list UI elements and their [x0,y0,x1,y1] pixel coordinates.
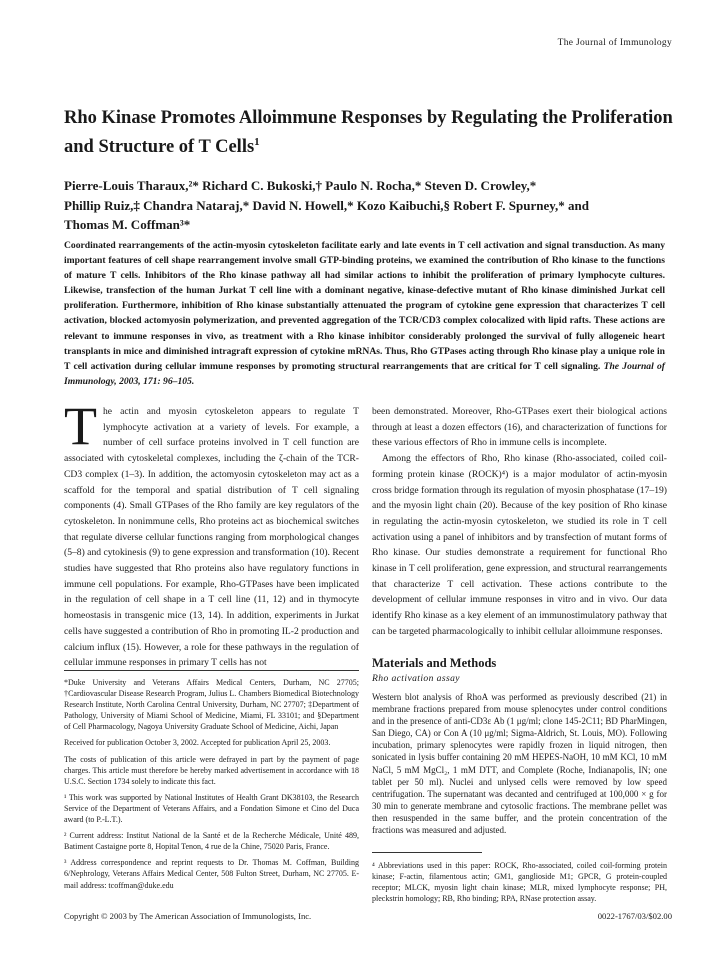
copyright-notice: Copyright © 2003 by The American Association of Immunologists, Inc. [64,911,312,921]
author-line-1: Pierre-Louis Tharaux,²* Richard C. Bukoski,† Paulo N. Rocha,* Steven D. Crowley,* [64,178,537,193]
footnote-2: ² Current address: Institut National de la Santé et de la Recherche Médicale, Unité 489, Batiment Castaigne porte 8, Hopital Tenon, 4 rue de la Chine, 75020 Paris, France. [64,831,359,852]
footnote-affiliations: *Duke University and Veterans Affairs Medical Centers, Durham, NC 27705; †Cardiovascular Disease Research Program, Julius L. Chambers Biomedical Biotechnology Research Institute, North Carolina Central University, Durham, NC 27707; ‡Department of Pathology, University of Miami School of Medicine, Miami, FL 33101; and §Department of Cell Pharmacology, Nagoya University Graduate School of Medicine, Aichi, Japan [64,678,359,732]
journal-code: 0022-1767/03/$02.00 [597,911,672,921]
footnote-received: Received for publication October 3, 2002. Accepted for publication April 25, 2003. [64,738,331,748]
title-footnote-marker: 1 [254,136,260,148]
footnote-divider-right [372,852,482,853]
intro-left-column [64,396,359,671]
abstract-citation: The Journal of Immunology, 2003, 171: 96–105. [64,360,665,387]
subsection-heading: Rho activation assay [372,673,460,684]
methods-text: Western blot analysis of RhoA was performed as previously described (21) in membrane fractions prepared from mouse splenocytes under control conditions and in the presence of anti-CD3ε Ab (1 μg/ml; clone 145-2C11; BD PharMingen, San Diego, CA) or Con A (10 μg/ml; Sigma-Aldrich, St. Louis, MO). Following incubation, primary splenocytes were rapidly frozen in liquid nitrogen, then sonicated in lysis buffer containing 20 mM HEPES-NaOH, 10 mM KCl, 10 mM NaCl, 5 mM MgCl₂, 1 mM DTT, and Complete (Roche, Indianapolis, IN; one tablet per 50 ml). Nuclei and unlysed cells were removed by low speed centrifugation. The supernatant was decanted and centrifuged at 100,000 × g for 30 min to generate membrane and cytosolic fractions. The membrane pellet was then resuspended in the same buffer, and the protein concentration of the fractions was measured and adjusted. [372,692,667,836]
author-line-3: Thomas M. Coffman³* [64,217,191,232]
abstract [64,238,665,389]
intro-paragraph-1: been demonstrated. Moreover, Rho-GTPases exert their biological actions through at least a dozen effectors (16), and characterization of functions for these various effectors of Rho in immune cells is incomplete. [372,406,667,449]
intro-left-text: he actin and myosin cytoskeleton appears to regulate T lymphocyte activation at a variety of levels. For example, a number of cell surface proteins involved in T cell function are associated with cytoskeletal complexes, including the ζ-chain of the TCR-CD3 complex (1–3). In addition, the actomyosin cytoskeleton may act as a scaffold for the temporal and spatial distribution of T cell signaling components (4). Small GTPases of the Rho family are key regulators of the cytoskeleton. In nonimmune cells, Rho proteins act as biochemical switches that regulate diverse cellular functions ranging from morphological changes (5–8) and cytokinesis (9) to gene expression and transformation (10). Recent studies have suggested that Rho proteins also have regulatory functions in immune cell populations. For example, Rho-GTPases have been implicated in the regulation of cell shape in a T cell line (11, 12) and in thymocyte homeostasis in transgenic mice (13, 14). In addition, experiments in Jurkat cells have suggested a contribution of Rho in promoting IL-2 production and calcium influx (15). However, a role for these pathways in the regulation of cellular immune responses in primary T cells has not [64,406,359,669]
journal-header: The Journal of Immunology [557,38,672,48]
footnote-divider-left [64,670,359,671]
article-title [64,106,684,159]
intro-right-column [372,404,667,640]
title-text: Rho Kinase Promotes Alloimmune Responses by Regulating the Proliferation and Structure of T Cells [64,108,673,158]
section-heading: Materials and Methods [372,656,497,670]
footnote-costs: The costs of publication of this article were defrayed in part by the payment of page charges. This article must therefore be hereby marked advertisement in accordance with 18 U.S.C. Section 1734 solely to indicate this fact. [64,754,359,786]
footnote-4: ⁴ Abbreviations used in this paper: ROCK, Rho-associated, coiled coil-forming protein kinase; F-actin, filamentous actin; GM1, ganglioside M1; GPCR, G protein-coupled receptor; MLCK, myosin light chain kinase; MLR, mixed lymphocyte response; PH, pleckstrin homology; RB, Rho binding; RPA, RNase protection assay. [372,861,667,904]
intro-paragraph-2: Among the effectors of Rho, Rho kinase (Rho-associated, coiled coil-forming protein kinase (ROCK)⁴) is a major modulator of actin-myosin cross bridge formation through its regulation of myosin phosphatase (17–19) and the myosin light chain (20). Because of the key position of Rho kinase in regulating the actin-myosin cytoskeleton, we studied its role in T cell activation using a panel of inhibitors and by transfection of mutant forms of Rho kinase. Our studies demonstrate a requirement for functional Rho kinase in T cell proliferation, gene expression, and structural rearrangements that characterize T cell activation. These actions contribute to the development of cellular immune responses in vitro and in vivo. Our data identify Rho kinase as a key element of an immunostimulatory pathway that can be targeted pharmacologically to inhibit cellular alloimmune responses. [372,453,667,637]
footnote-3: ³ Address correspondence and reprint requests to Dr. Thomas M. Coffman, Building 6/Nephrology, Veterans Affairs Medical Center, 508 Fulton Street, Durham, NC 27705. E-mail address: tcoffman@duke.edu [64,858,359,890]
author-list [64,176,684,235]
abstract-text: Coordinated rearrangements of the actin-myosin cytoskeleton facilitate early and late events in T cell activation and signal transduction. As many important features of cell shape rearrangement involve small GTP-binding proteins, we examined the contribution of Rho kinase to the functions of mature T cells. Inhibitors of the Rho kinase pathway all had similar actions to inhibit the proliferation of primary lymphocyte cultures. Likewise, transfection of the human Jurkat T cell line with a dominant negative, kinase-defective mutant of Rho kinase diminished Jurkat cell proliferation. Furthermore, inhibition of Rho kinase substantially attenuated the program of cytokine gene expression that characterizes T cell activation, blocked actomyosin polymerization, and prevented aggregation of the TCR/CD3 complex colocalized with lipid rafts. These actions are relevant to immune responses in vivo, as treatment with a Rho kinase inhibitor considerably prolonged the survival of fully allogeneic heart transplants in mice and diminished intragraft expression of cytokine mRNAs. Thus, Rho GTPases acting through Rho kinase play a unique role in T cell activation during cellular immune responses by promoting structural rearrangements that are critical for T cell signaling. [64,240,665,372]
author-line-2: Phillip Ruiz,‡ Chandra Nataraj,* David N. Howell,* Kozo Kaibuchi,§ Robert F. Spurney,* and [64,197,589,213]
footnote-1: ¹ This work was supported by National Institutes of Health Grant DK38103, the Research Service of the Department of Veterans Affairs, and a Fondation Simone et Cino del Duca award (to P.-L.T.). [64,792,359,825]
footnotes-left [64,677,359,896]
drop-cap: T [64,396,97,456]
